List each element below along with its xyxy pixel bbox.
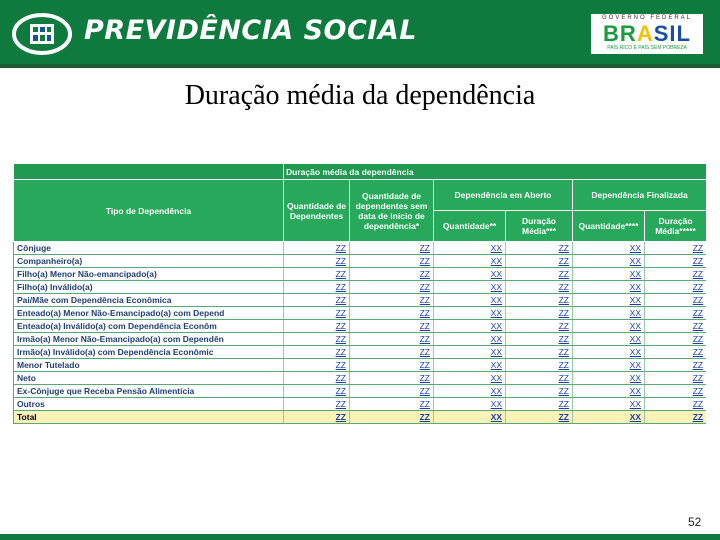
brasil-wordmark: BRASIL [603, 21, 691, 46]
row-label: Cônjuge [14, 242, 284, 255]
cell-value[interactable]: ZZ [506, 281, 573, 294]
cell-value[interactable]: ZZ [506, 398, 573, 411]
cell-value[interactable]: XX [573, 372, 645, 385]
cell-value[interactable]: ZZ [284, 385, 350, 398]
row-label: Enteado(a) Menor Não-Emancipado(a) com Depend [14, 307, 284, 320]
page-number: 52 [688, 515, 702, 529]
cell-value[interactable]: ZZ [645, 242, 707, 255]
total-value[interactable]: ZZ [645, 411, 707, 424]
table-row [14, 398, 707, 411]
cell-value[interactable]: XX [434, 398, 506, 411]
cell-value[interactable]: XX [434, 385, 506, 398]
cell-value[interactable]: ZZ [645, 385, 707, 398]
slide-title: Duração média da dependência [184, 80, 536, 111]
cell-value[interactable]: ZZ [645, 294, 707, 307]
cell-value[interactable]: ZZ [645, 255, 707, 268]
cell-value[interactable]: XX [573, 320, 645, 333]
cell-value[interactable]: XX [434, 346, 506, 359]
header-qtd-sem-data: Quantidade de dependentes sem data de início de dependência* [350, 180, 434, 242]
cell-value[interactable]: ZZ [284, 372, 350, 385]
gov-slogan: PAÍS RICO É PAÍS SEM POBREZA [607, 45, 687, 51]
cell-value[interactable]: ZZ [284, 307, 350, 320]
header-finalizada: Dependência Finalizada [573, 180, 707, 211]
total-value[interactable]: ZZ [284, 411, 350, 424]
cell-value[interactable]: XX [434, 372, 506, 385]
cell-value[interactable]: ZZ [350, 385, 434, 398]
cell-value[interactable]: XX [573, 346, 645, 359]
top-banner [0, 0, 720, 68]
cell-value[interactable]: ZZ [645, 398, 707, 411]
row-label: Companheiro(a) [14, 255, 284, 268]
header-aberto-duracao: Duração Média*** [506, 211, 573, 242]
total-value[interactable]: XX [573, 411, 645, 424]
cell-value[interactable]: ZZ [350, 307, 434, 320]
row-label: Menor Tutelado [14, 359, 284, 372]
previdencia-logo-icon [12, 12, 74, 56]
total-label: Total [14, 411, 284, 424]
cell-value[interactable]: XX [434, 268, 506, 281]
cell-value[interactable]: ZZ [506, 242, 573, 255]
cell-value[interactable]: ZZ [350, 398, 434, 411]
cell-value[interactable]: ZZ [350, 294, 434, 307]
cell-value[interactable]: ZZ [645, 281, 707, 294]
cell-value[interactable]: ZZ [284, 398, 350, 411]
table-row [14, 333, 707, 346]
cell-value[interactable]: ZZ [645, 359, 707, 372]
cell-value[interactable]: ZZ [350, 255, 434, 268]
brand-title: PREVIDÊNCIA SOCIAL [84, 15, 417, 46]
cell-value[interactable]: ZZ [506, 320, 573, 333]
cell-value[interactable]: ZZ [645, 307, 707, 320]
table-row [14, 359, 707, 372]
table-row [14, 320, 707, 333]
gov-top-text: GOVERNO FEDERAL [601, 15, 692, 21]
cell-value[interactable]: ZZ [284, 242, 350, 255]
cell-value[interactable]: ZZ [506, 268, 573, 281]
cell-value[interactable]: ZZ [506, 333, 573, 346]
row-label: Filho(a) Inválido(a) [14, 281, 284, 294]
total-value[interactable]: ZZ [506, 411, 573, 424]
cell-value[interactable]: XX [434, 281, 506, 294]
cell-value[interactable]: XX [573, 294, 645, 307]
cell-value[interactable]: ZZ [284, 281, 350, 294]
cell-value[interactable]: ZZ [645, 372, 707, 385]
header-final-quantidade: Quantidade**** [573, 211, 645, 242]
cell-value[interactable]: ZZ [284, 320, 350, 333]
cell-value[interactable]: XX [573, 398, 645, 411]
table-band-title-text: Duração média da dependência [284, 164, 707, 180]
cell-value[interactable]: XX [434, 242, 506, 255]
total-row [14, 411, 707, 424]
cell-value[interactable]: ZZ [284, 294, 350, 307]
cell-value[interactable]: ZZ [350, 359, 434, 372]
governo-federal-logo [591, 14, 703, 54]
cell-value[interactable]: ZZ [506, 307, 573, 320]
table-row [14, 385, 707, 398]
cell-value[interactable]: XX [573, 307, 645, 320]
cell-value[interactable]: XX [573, 281, 645, 294]
cell-value[interactable]: ZZ [645, 268, 707, 281]
header-qtd-dependentes: Quantidade de Dependentes [284, 180, 350, 242]
cell-value[interactable]: ZZ [506, 372, 573, 385]
header-aberto-quantidade: Quantidade** [434, 211, 506, 242]
cell-value[interactable]: XX [434, 294, 506, 307]
cell-value[interactable]: ZZ [350, 333, 434, 346]
cell-value[interactable]: ZZ [506, 294, 573, 307]
row-label: Filho(a) Menor Não-emancipado(a) [14, 268, 284, 281]
dependency-table-container [13, 163, 706, 435]
cell-value[interactable]: ZZ [350, 372, 434, 385]
cell-value[interactable]: XX [573, 333, 645, 346]
cell-value[interactable]: ZZ [645, 333, 707, 346]
header-final-duracao: Duração Média***** [645, 211, 707, 242]
cell-value[interactable]: XX [573, 268, 645, 281]
cell-value[interactable]: XX [573, 359, 645, 372]
total-value[interactable]: ZZ [350, 411, 434, 424]
cell-value[interactable]: XX [434, 320, 506, 333]
cell-value[interactable]: ZZ [284, 268, 350, 281]
cell-value[interactable]: ZZ [506, 359, 573, 372]
footer-bar [0, 534, 720, 540]
table-row [14, 346, 707, 359]
cell-value[interactable]: ZZ [284, 255, 350, 268]
cell-value[interactable]: ZZ [350, 346, 434, 359]
cell-value[interactable]: ZZ [284, 359, 350, 372]
cell-value[interactable]: XX [434, 333, 506, 346]
cell-value[interactable]: ZZ [350, 281, 434, 294]
row-label: Pai/Mãe com Dependência Econômica [14, 294, 284, 307]
cell-value[interactable]: ZZ [284, 346, 350, 359]
row-label: Neto [14, 372, 284, 385]
cell-value[interactable]: ZZ [350, 242, 434, 255]
cell-value[interactable]: ZZ [645, 346, 707, 359]
dependency-duration-table [13, 163, 706, 424]
cell-value[interactable]: XX [573, 242, 645, 255]
row-label: Enteado(a) Inválido(a) com Dependência Econôm [14, 320, 284, 333]
cell-value[interactable]: ZZ [350, 268, 434, 281]
cell-value[interactable]: XX [434, 255, 506, 268]
header-tipo: Tipo de Dependência [14, 180, 284, 242]
cell-value[interactable]: XX [434, 307, 506, 320]
row-label: Irmão(a) Inválido(a) com Dependência Econômic [14, 346, 284, 359]
cell-value[interactable]: ZZ [645, 320, 707, 333]
total-value[interactable]: XX [434, 411, 506, 424]
cell-value[interactable]: XX [573, 255, 645, 268]
cell-value[interactable]: ZZ [506, 255, 573, 268]
cell-value[interactable]: ZZ [506, 346, 573, 359]
table-row [14, 294, 707, 307]
cell-value[interactable]: XX [434, 359, 506, 372]
cell-value[interactable]: XX [573, 385, 645, 398]
table-row [14, 255, 707, 268]
row-label: Outros [14, 398, 284, 411]
table-row [14, 372, 707, 385]
table-row [14, 307, 707, 320]
header-em-aberto: Dependência em Aberto [434, 180, 573, 211]
table-band-title [14, 164, 284, 180]
cell-value[interactable]: ZZ [284, 333, 350, 346]
row-label: Ex-Cônjuge que Receba Pensão Alimentícia [14, 385, 284, 398]
cell-value[interactable]: ZZ [506, 385, 573, 398]
row-label: Irmão(a) Menor Não-Emancipado(a) com Dependên [14, 333, 284, 346]
banner-stripe [0, 64, 720, 68]
table-row [14, 242, 707, 255]
cell-value[interactable]: ZZ [350, 320, 434, 333]
table-row [14, 268, 707, 281]
table-row [14, 281, 707, 294]
